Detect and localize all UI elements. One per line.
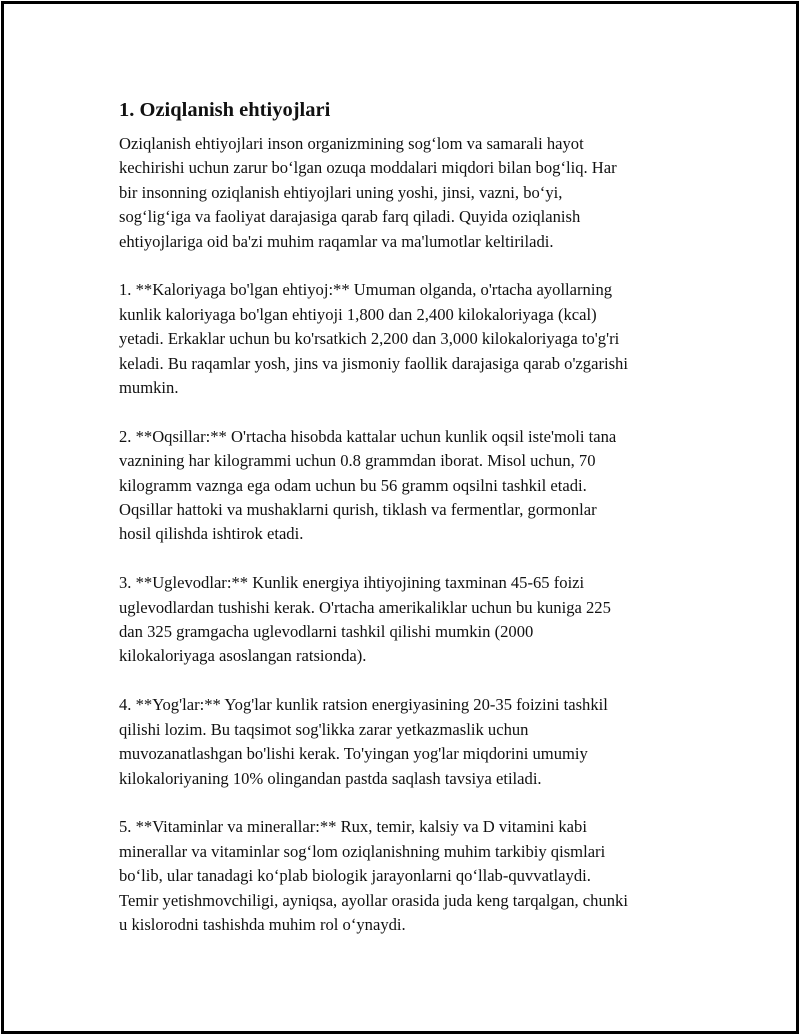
paragraph-line: uglevodlardan tushishi kerak. O'rtacha amerikaliklar uchun bu kuniga 225 — [119, 597, 611, 617]
paragraph-line: vaznining har kilogrammi uchun 0.8 grammdan iborat. Misol uchun, 70 — [119, 451, 596, 471]
paragraph-line: bir insonning oziqlanish ehtiyojlari uning yoshi, jinsi, vazni, boʻyi, — [119, 182, 563, 202]
paragraph-line: 3. **Uglevodlar:** Kunlik energiya ihtiyojining taxminan 45-65 foizi — [119, 573, 585, 593]
paragraph-line: qilishi lozim. Bu taqsimot sog'likka zarar yetkazmaslik uchun — [119, 719, 529, 739]
document-body — [119, 96, 694, 937]
calories-paragraph — [119, 278, 694, 400]
proteins-paragraph — [119, 425, 694, 547]
paragraph-line: ehtiyojlariga oid ba'zi muhim raqamlar va ma'lumotlar keltiriladi. — [119, 231, 554, 251]
paragraph-line: mumkin. — [119, 378, 179, 398]
paragraph-line: keladi. Bu raqamlar yosh, jins va jismoniy faollik darajasiga qarab o'zgarishi — [119, 353, 628, 373]
paragraph-line: kunlik kaloriyaga bo'lgan ehtiyoji 1,800 dan 2,400 kilokaloriyaga (kcal) — [119, 304, 597, 324]
paragraph-line: kilokaloriyaga asoslangan ratsionda). — [119, 646, 367, 666]
paragraph-line: Oziqlanish ehtiyojlari inson organizmining sogʻlom va samarali hayot — [119, 134, 584, 153]
vitamins-minerals-paragraph — [119, 815, 694, 937]
paragraph-line: 2. **Oqsillar:** O'rtacha hisobda kattalar uchun kunlik oqsil iste'moli tana — [119, 426, 617, 446]
fats-paragraph — [119, 693, 694, 791]
carbohydrates-paragraph — [119, 571, 694, 669]
paragraph-line: 5. **Vitaminlar va minerallar:** Rux, temir, kalsiy va D vitamini kabi — [119, 817, 587, 837]
paragraph-line: Temir yetishmovchiligi, ayniqsa, ayollar orasida juda keng tarqalgan, chunki — [119, 890, 628, 910]
paragraph-line: dan 325 gramgacha uglevodlarni tashkil qilishi mumkin (2000 — [119, 622, 534, 642]
paragraph-line: kilogramm vaznga ega odam uchun bu 56 gramm oqsilni tashkil etadi. — [119, 475, 587, 495]
paragraph-line: sogʻligʻiga va faoliyat darajasiga qarab farq qiladi. Quyida oziqlanish — [119, 207, 581, 227]
document-title: 1. Oziqlanish ehtiyojlari — [119, 99, 331, 121]
paragraph-line: kechirishi uchun zarur boʻlgan ozuqa moddalari miqdori bilan bogʻliq. Har — [119, 158, 617, 178]
paragraph-line: u kislorodni tashishda muhim rol oʻynaydi. — [119, 914, 406, 934]
paragraph-line: hosil qilishda ishtirok etadi. — [119, 524, 304, 544]
intro-paragraph — [119, 132, 694, 254]
paragraph-line: minerallar va vitaminlar sogʻlom oziqlanishning muhim tarkibiy qismlari — [119, 841, 606, 861]
paragraph-line: 1. **Kaloriyaga bo'lgan ehtiyoj:** Umuman olganda, o'rtacha ayollarning — [119, 280, 613, 300]
paragraph-line: 4. **Yog'lar:** Yog'lar kunlik ratsion energiyasining 20-35 foizini tashkil — [119, 695, 608, 715]
paragraph-line: muvozanatlashgan bo'lishi kerak. To'yingan yog'lar miqdorini umumiy — [119, 744, 588, 764]
paragraph-line: Oqsillar hattoki va mushaklarni qurish, tiklash va fermentlar, gormonlar — [119, 500, 597, 520]
page-frame — [1, 1, 799, 1034]
paragraph-line: boʻlib, ular tanadagi koʻplab biologik jarayonlarni qoʻllab-quvvatlaydi. — [119, 866, 591, 886]
paragraph-line: kilokaloriyaning 10% olingandan pastda saqlash tavsiya etiladi. — [119, 768, 542, 788]
paragraph-line: yetadi. Erkaklar uchun bu ko'rsatkich 2,200 dan 3,000 kilokaloriyaga to'g'ri — [119, 329, 620, 349]
